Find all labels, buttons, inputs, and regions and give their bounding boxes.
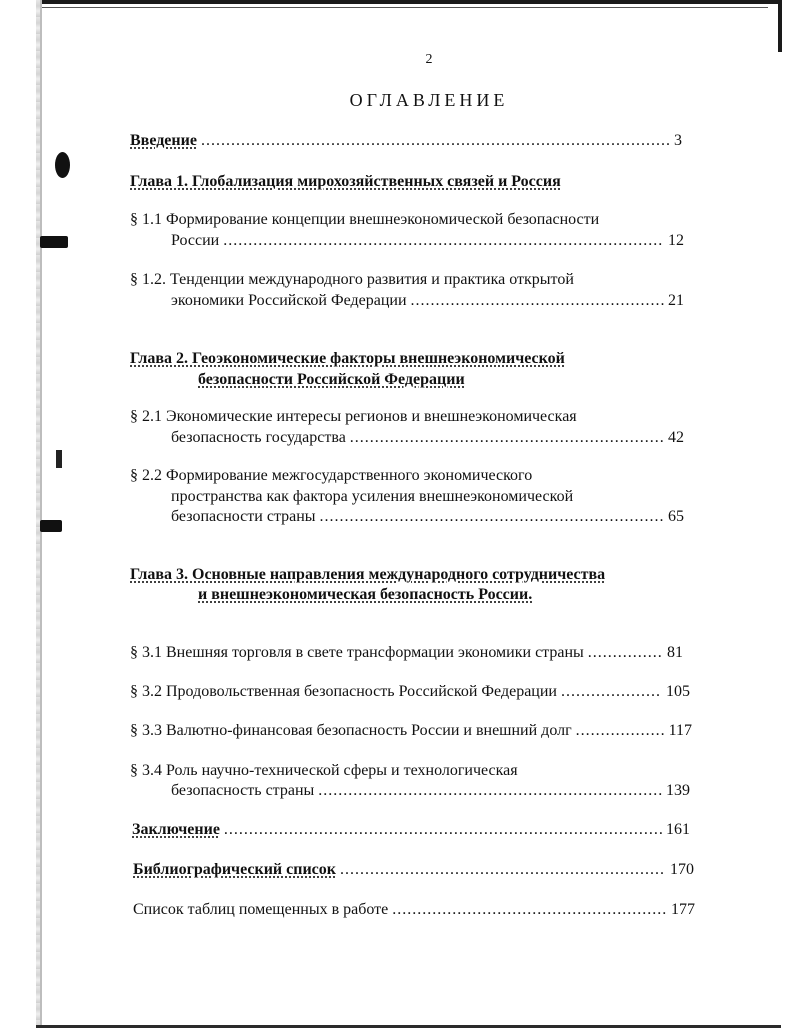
toc-page-number: 3 [674,132,682,149]
scan-edge-line [36,7,768,8]
toc-bibliography-label: Библиографический список [133,861,336,878]
toc-conclusion-label: Заключение [132,821,220,838]
toc-entry-tables[interactable] [133,900,695,920]
dot-leader [320,507,664,527]
dot-leader [588,643,663,663]
toc-chapter-3-line2[interactable]: и внешнеэкономическая безопасность России. [198,586,533,603]
toc-entry-2-2[interactable] [130,507,684,527]
dot-leader [392,900,667,920]
toc-section-3-4-line1: § 3.4 Роль научно-технической сферы и технологическая [130,762,518,779]
toc-entry-bibliography[interactable] [133,860,694,880]
toc-page-number: 12 [668,232,684,249]
scan-edge-top [36,0,781,4]
toc-title: ОГЛАВЛЕНИЕ [349,90,509,110]
toc-section-1-1-line1: § 1.1 Формирование концепции внешнеэкономической безопасности [130,211,600,228]
toc-section-3-2-label: § 3.2 Продовольственная безопасность Российской Федерации [130,683,557,700]
toc-page-number: 105 [666,683,690,700]
toc-page-number: 170 [670,861,694,878]
dot-leader [340,860,666,880]
dot-leader [561,682,662,702]
dot-leader [318,781,662,801]
dot-leader [576,721,665,741]
toc-page-number: 81 [667,644,683,661]
toc-page-number: 21 [668,292,684,309]
toc-entry-3-4[interactable] [130,781,690,801]
dot-leader [350,428,664,448]
toc-entry-3-1[interactable] [130,643,683,663]
toc-page-number: 139 [666,782,690,799]
toc-section-2-2-line2: пространства как фактора усиления внешнеэкономической [171,488,574,505]
toc-section-3-4-line2: безопасность страны [171,782,315,799]
toc-page-number: 161 [666,821,690,838]
scan-edge-left-line [40,0,42,1028]
toc-page-number: 177 [671,901,695,918]
dot-leader [223,231,664,251]
toc-intro-label: Введение [130,132,197,149]
toc-chapter-1[interactable]: Глава 1. Глобализация мирохозяйственных связей и Россия [130,173,561,190]
dot-leader [201,131,670,151]
dot-leader [224,820,662,840]
toc-section-3-3-label: § 3.3 Валютно-финансовая безопасность России и внешний долг [130,722,572,739]
toc-chapter-3-line1[interactable]: Глава 3. Основные направления международного сотрудничества [130,566,606,583]
dot-leader [411,291,664,311]
toc-entry-intro[interactable] [130,131,682,151]
toc-tables-label: Список таблиц помещенных в работе [133,901,389,918]
toc-section-1-2-line2: экономики Российской Федерации [171,292,407,309]
toc-section-1-2-line1: § 1.2. Тенденции международного развития и практика открытой [130,271,574,288]
toc-section-3-1-label: § 3.1 Внешняя торговля в свете трансформации экономики страны [130,644,584,661]
toc-section-1-1-line2: России [171,232,220,249]
toc-page-number: 117 [668,722,692,739]
toc-page-number: 65 [668,508,684,525]
toc-entry-conclusion[interactable] [132,820,690,840]
toc-section-2-2-line1: § 2.2 Формирование межгосударственного экономического [130,467,533,484]
toc-page-number: 42 [668,429,684,446]
toc-chapter-2-line2[interactable]: безопасности Российской Федерации [198,371,465,388]
page-number: 2 [425,52,433,67]
toc-section-2-1-line2: безопасность государства [171,429,346,446]
toc-entry-1-2[interactable] [130,291,684,311]
toc-chapter-2-line1[interactable]: Глава 2. Геоэкономические факторы внешнеэкономической [130,350,565,367]
binding-tab-mark [40,236,68,248]
binding-hole-mark [55,152,70,178]
toc-entry-2-1[interactable] [130,428,684,448]
binding-tab-mark [40,520,62,532]
toc-section-2-2-line3: безопасности страны [171,508,316,525]
scan-edge-right [778,0,782,52]
toc-entry-3-2[interactable] [130,682,690,702]
binding-mark [56,450,62,468]
toc-entry-1-1[interactable] [130,231,684,251]
toc-entry-3-3[interactable] [130,721,692,741]
toc-section-2-1-line1: § 2.1 Экономические интересы регионов и внешнеэкономическая [130,408,577,425]
